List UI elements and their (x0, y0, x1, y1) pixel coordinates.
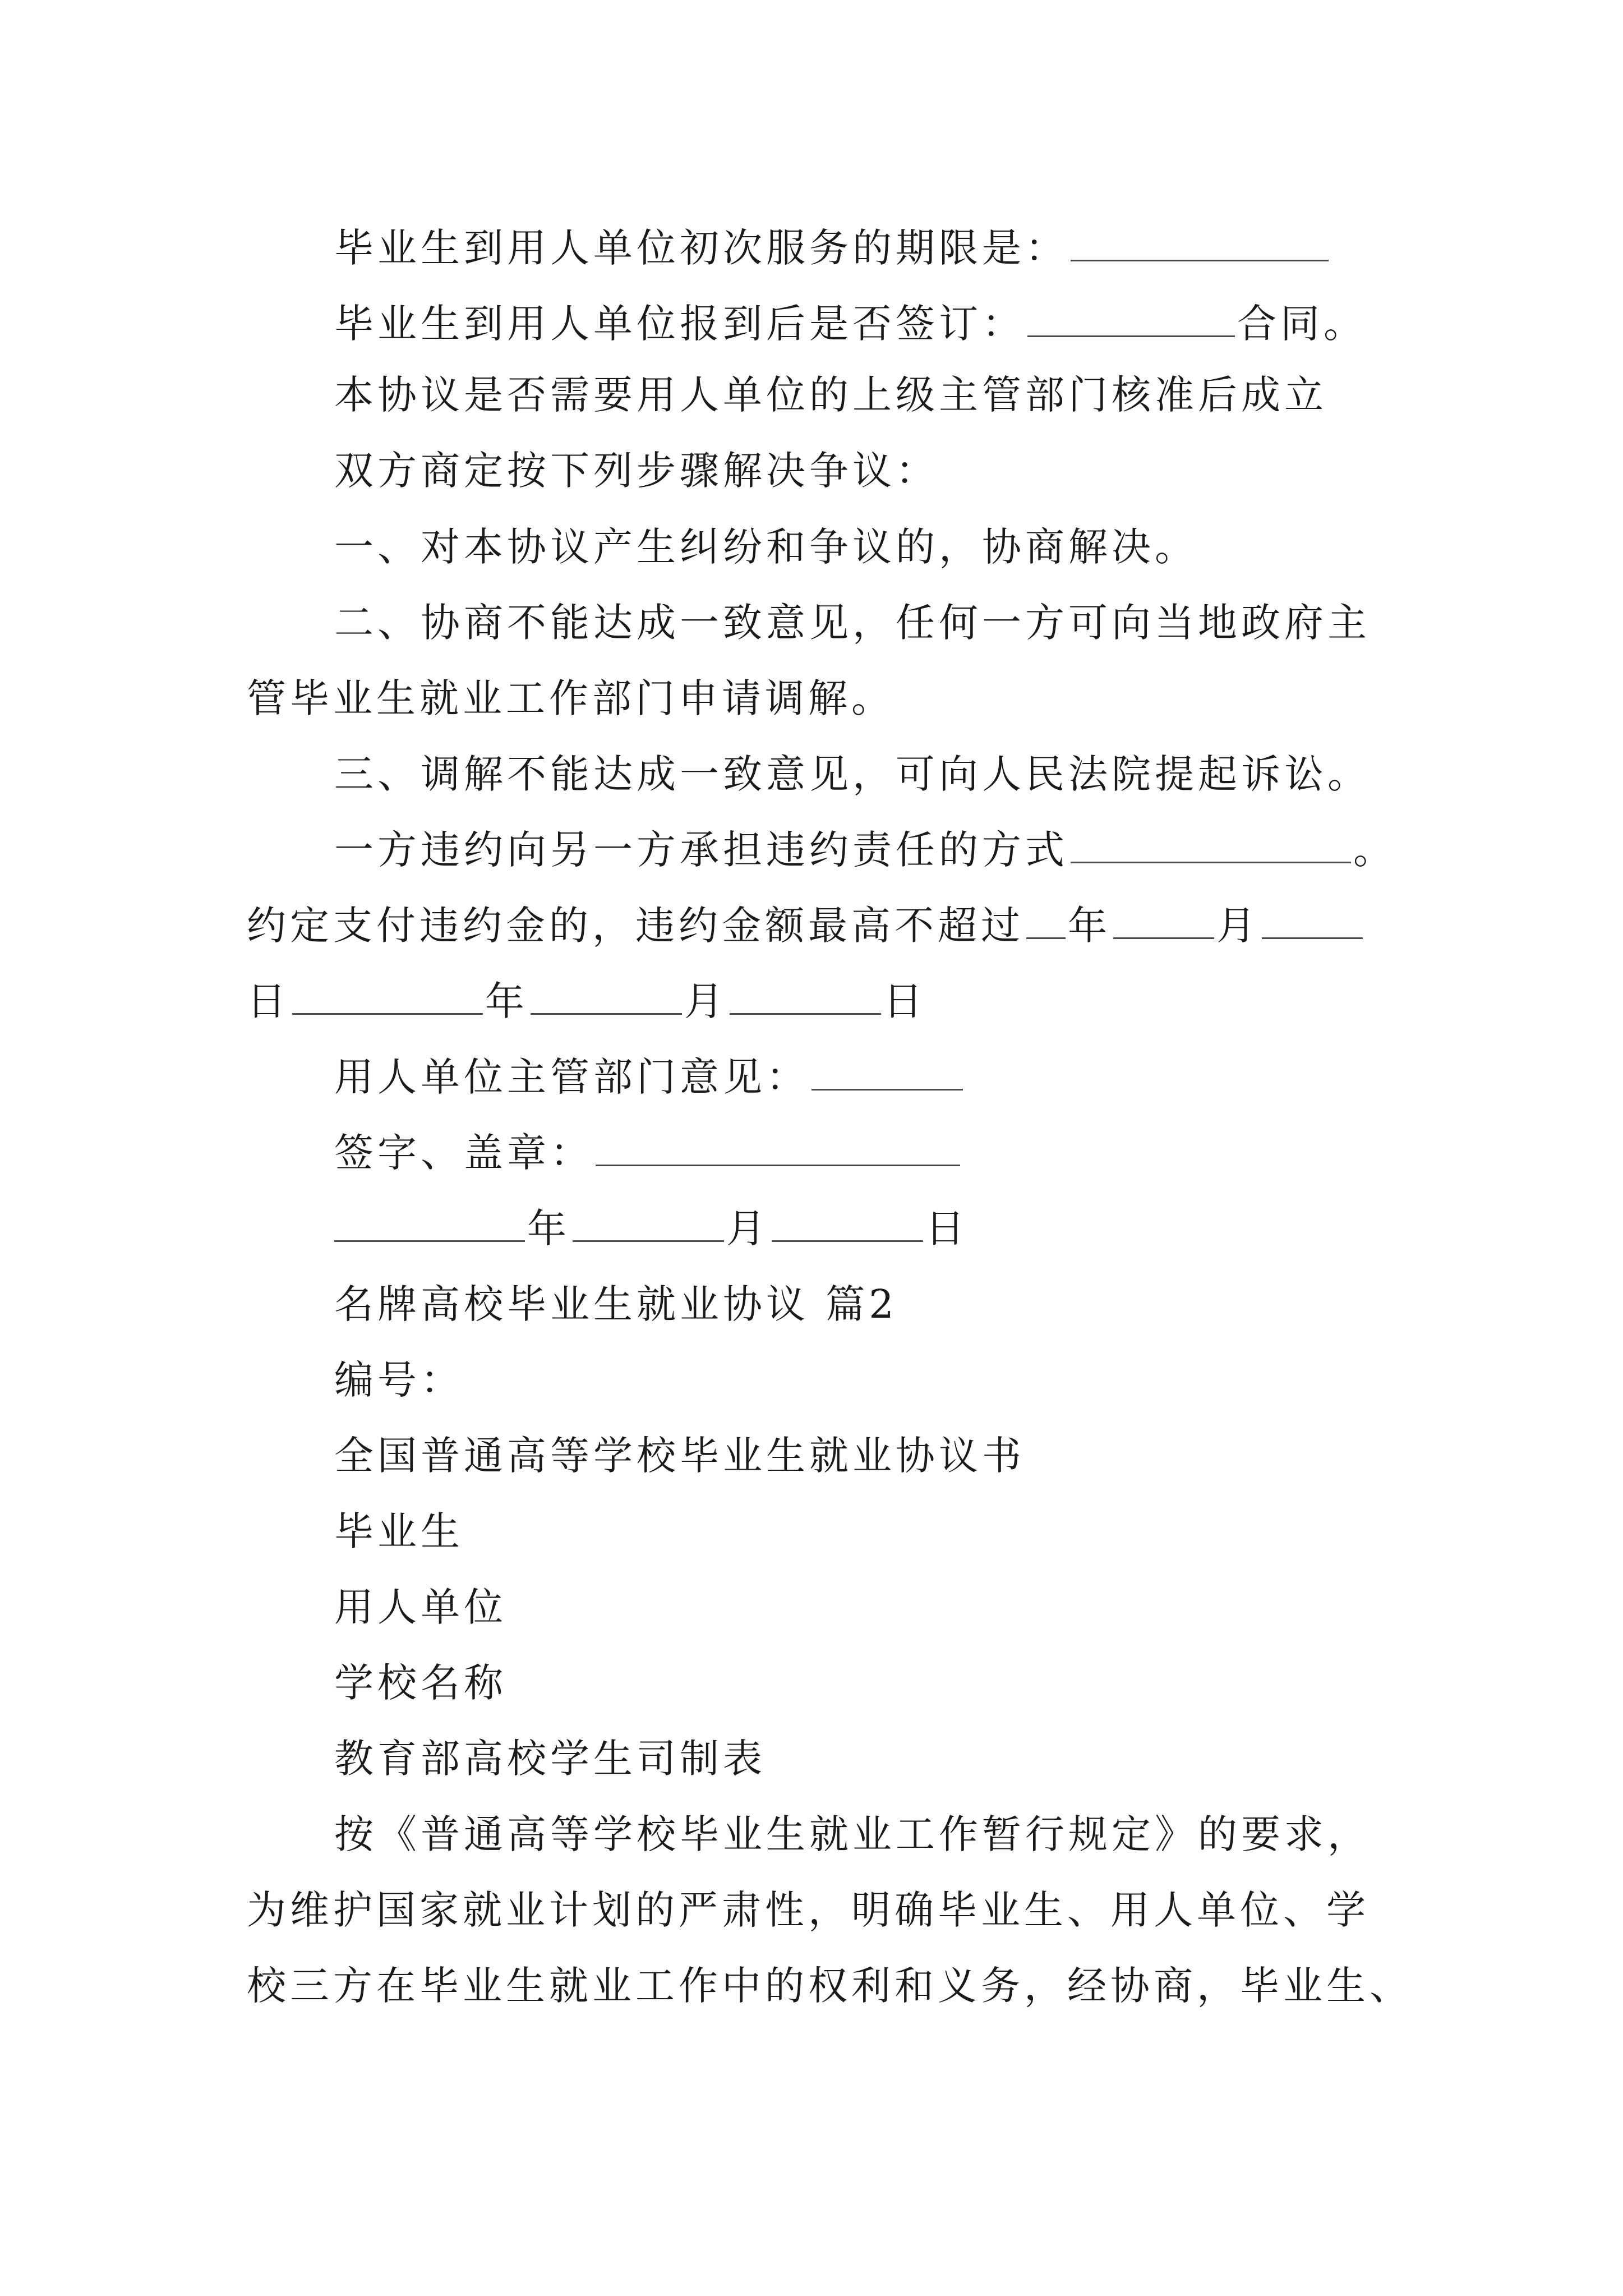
dept-opinion-blank (811, 1050, 963, 1091)
service-period-blank (1071, 220, 1329, 261)
breach-method-line (334, 822, 1396, 878)
sign-month-blank (573, 1201, 724, 1242)
penalty-month-unit: 月 (1216, 903, 1260, 949)
penalty-amount-blank (1026, 898, 1066, 939)
penalty-day-blank (1262, 898, 1363, 939)
sign-date-line (334, 1200, 969, 1257)
dept-opinion-label: 用人单位主管部门意见： (334, 1054, 809, 1100)
dispute-step-2-cont: 管毕业生就业工作部门申请调解。 (247, 675, 895, 721)
issuer-line: 教育部高校学生司制表 (334, 1736, 766, 1782)
breach-method-label: 一方违约向另一方承担违约责任的方式 (334, 827, 1068, 873)
penalty-month-blank (1113, 898, 1214, 939)
contract-sign-suffix: 合同。 (1237, 301, 1367, 347)
sign-day-unit: 日 (925, 1205, 969, 1251)
signature-label: 签字、盖章： (334, 1130, 593, 1176)
service-period-line (334, 220, 1331, 276)
serial-number-label: 编号： (334, 1357, 464, 1403)
dispute-step-3: 三、调解不能达成一致意见，可向人民法院提起诉讼。 (334, 751, 1371, 797)
dispute-step-1: 一、对本协议产生纠纷和争议的，协商解决。 (334, 524, 1198, 570)
employer-label: 用人单位 (334, 1584, 507, 1630)
agreement-title: 全国普通高等学校毕业生就业协议书 (334, 1433, 1025, 1479)
penalty-year-unit: 年 (1068, 903, 1111, 949)
date-month-unit: 月 (684, 978, 727, 1024)
penalty-date-line (247, 973, 926, 1029)
penalty-day-unit: 日 (247, 978, 290, 1024)
signature-blank (596, 1125, 960, 1166)
sign-day-blank (772, 1201, 923, 1242)
date-year-blank (292, 974, 483, 1015)
school-name-label: 学校名称 (334, 1660, 507, 1706)
contract-sign-label: 毕业生到用人单位报到后是否签订： (334, 301, 1025, 347)
date-month-blank (531, 974, 682, 1015)
sign-year-blank (334, 1201, 525, 1242)
sign-month-unit: 月 (726, 1205, 769, 1251)
date-year-unit: 年 (485, 978, 528, 1024)
body-paragraph-line-2: 为维护国家就业计划的严肃性，明确毕业生、用人单位、学 (247, 1887, 1370, 1933)
dispute-step-2: 二、协商不能达成一致意见，任何一方可向当地政府主 (334, 600, 1371, 646)
graduate-label: 毕业生 (334, 1508, 464, 1554)
breach-method-suffix: 。 (1353, 827, 1396, 873)
breach-method-blank (1071, 822, 1351, 863)
penalty-limit-label: 约定支付违约金的，违约金额最高不超过 (247, 903, 1024, 949)
dispute-intro-line: 双方商定按下列步骤解决争议： (334, 448, 939, 494)
date-day-unit: 日 (883, 978, 926, 1024)
date-day-blank (730, 974, 881, 1015)
contract-sign-blank (1027, 296, 1235, 337)
approval-line: 本协议是否需要用人单位的上级主管部门核准后成立 (334, 372, 1327, 418)
body-paragraph-line-3: 校三方在毕业生就业工作中的权利和义务，经协商，毕业生、 (247, 1963, 1413, 2009)
body-paragraph-line-1: 按《普通高等学校毕业生就业工作暂行规定》的要求， (334, 1811, 1371, 1857)
dept-opinion-line (334, 1049, 965, 1105)
penalty-limit-line (247, 898, 1365, 954)
contract-sign-line (334, 296, 1367, 352)
signature-line (334, 1125, 962, 1181)
sign-year-unit: 年 (527, 1205, 570, 1251)
service-period-label: 毕业生到用人单位初次服务的期限是： (334, 225, 1068, 271)
section-heading: 名牌高校毕业生就业协议 篇2 (334, 1281, 898, 1327)
